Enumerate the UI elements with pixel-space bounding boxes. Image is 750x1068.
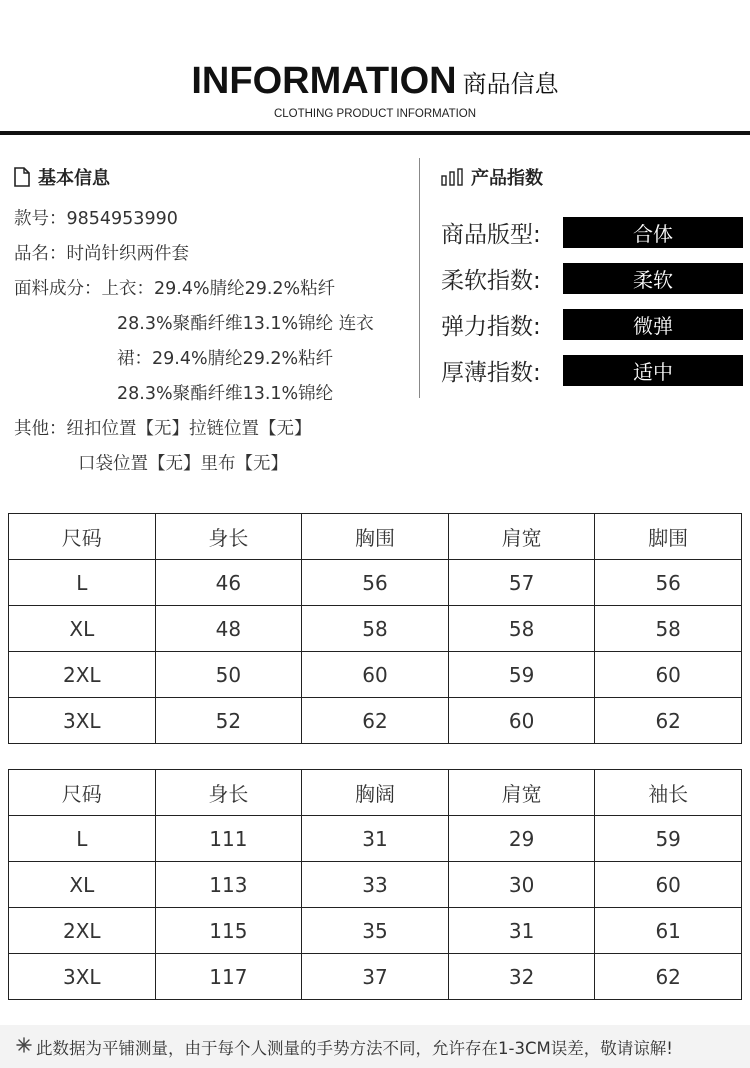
value-cell: 35 (302, 908, 449, 954)
index-row-fit (441, 216, 743, 249)
basic-info-heading (14, 164, 110, 190)
size-cell: 2XL (9, 652, 156, 698)
value-cell: 111 (155, 816, 302, 862)
document-icon (14, 167, 30, 187)
product-index-heading (441, 164, 543, 190)
index-row-elasticity (441, 308, 743, 341)
value-cell: 58 (302, 606, 449, 652)
value-cell: 62 (595, 698, 742, 744)
value-cell: 33 (302, 862, 449, 908)
info-fabric-line-2: 28.3%聚酯纤维13.1%锦纶 连衣 (117, 314, 374, 334)
table-row (9, 698, 742, 744)
value-cell: 56 (302, 560, 449, 606)
table-row (9, 862, 742, 908)
page-header (0, 0, 750, 140)
value-cell: 115 (155, 908, 302, 954)
vertical-divider (419, 158, 420, 398)
value-cell: 117 (155, 954, 302, 1000)
size-table-top (8, 513, 742, 744)
asterisk-icon (16, 1037, 32, 1057)
info-fabric-line-3: 裙：29.4%腈纶29.2%粘纤 (117, 349, 334, 369)
value-cell: 62 (302, 698, 449, 744)
value-cell: 58 (595, 606, 742, 652)
value-cell: 29 (448, 816, 595, 862)
size-table-bottom (8, 769, 742, 1000)
header-cell: 尺码 (9, 770, 156, 816)
value-cell: 113 (155, 862, 302, 908)
value-cell: 52 (155, 698, 302, 744)
info-fabric-line-4: 28.3%聚酯纤维13.1%锦纶 (117, 384, 334, 404)
header-cell: 肩宽 (448, 770, 595, 816)
value-cell: 50 (155, 652, 302, 698)
info-style-number: 款号：9854953990 (14, 209, 178, 229)
size-cell: 2XL (9, 908, 156, 954)
title-chinese: 商品信息 (462, 70, 559, 98)
value-cell: 60 (302, 652, 449, 698)
index-value: 合体 (563, 217, 743, 248)
value-cell: 60 (595, 652, 742, 698)
index-label: 柔软指数: (441, 268, 541, 294)
header-divider (0, 131, 750, 135)
value-cell: 59 (595, 816, 742, 862)
index-label: 弹力指数: (441, 314, 541, 340)
footer-note (0, 1025, 750, 1068)
value-cell: 46 (155, 560, 302, 606)
table-header-row (9, 514, 742, 560)
value-cell: 30 (448, 862, 595, 908)
header-cell: 尺码 (9, 514, 156, 560)
header-cell: 胸阔 (302, 770, 449, 816)
value-cell: 56 (595, 560, 742, 606)
index-label: 厚薄指数: (441, 360, 541, 386)
size-cell: XL (9, 862, 156, 908)
table-row (9, 606, 742, 652)
table-row (9, 954, 742, 1000)
header-cell: 身长 (155, 514, 302, 560)
info-other-line-1: 其他：纽扣位置【无】拉链位置【无】 (14, 419, 312, 439)
info-other-line-2: 口袋位置【无】里布【无】 (78, 454, 288, 474)
index-row-thickness (441, 354, 743, 387)
index-value: 适中 (563, 355, 743, 386)
title-english: INFORMATION (191, 60, 457, 102)
value-cell: 31 (448, 908, 595, 954)
index-label: 商品版型: (441, 222, 541, 248)
header-cell: 脚围 (595, 514, 742, 560)
size-cell: 3XL (9, 698, 156, 744)
size-cell: 3XL (9, 954, 156, 1000)
value-cell: 59 (448, 652, 595, 698)
header-cell: 胸围 (302, 514, 449, 560)
value-cell: 48 (155, 606, 302, 652)
table-row (9, 560, 742, 606)
value-cell: 57 (448, 560, 595, 606)
value-cell: 60 (595, 862, 742, 908)
value-cell: 32 (448, 954, 595, 1000)
index-row-softness (441, 262, 743, 295)
info-fabric-line-1: 面料成分：上衣：29.4%腈纶29.2%粘纤 (14, 279, 336, 299)
value-cell: 58 (448, 606, 595, 652)
value-cell: 31 (302, 816, 449, 862)
table-header-row (9, 770, 742, 816)
info-product-name: 品名：时尚针织两件套 (14, 244, 189, 264)
value-cell: 60 (448, 698, 595, 744)
subtitle: CLOTHING PRODUCT INFORMATION (273, 108, 477, 120)
header-cell: 身长 (155, 770, 302, 816)
footer-note-text: 此数据为平铺测量，由于每个人测量的手势方法不同，允许存在1-3CM误差，敬请谅解! (36, 1039, 673, 1058)
size-cell: XL (9, 606, 156, 652)
header-cell: 袖长 (595, 770, 742, 816)
size-cell: L (9, 560, 156, 606)
basic-info-title: 基本信息 (38, 168, 110, 189)
table-row (9, 652, 742, 698)
value-cell: 61 (595, 908, 742, 954)
footer-note-text-row (16, 1035, 673, 1059)
table-row (9, 816, 742, 862)
product-index-title: 产品指数 (471, 168, 543, 189)
index-value: 微弹 (563, 309, 743, 340)
value-cell: 37 (302, 954, 449, 1000)
value-cell: 62 (595, 954, 742, 1000)
header-cell: 肩宽 (448, 514, 595, 560)
title-row (0, 60, 750, 103)
table-row (9, 908, 742, 954)
size-cell: L (9, 816, 156, 862)
bar-chart-icon (441, 168, 463, 186)
index-value: 柔软 (563, 263, 743, 294)
